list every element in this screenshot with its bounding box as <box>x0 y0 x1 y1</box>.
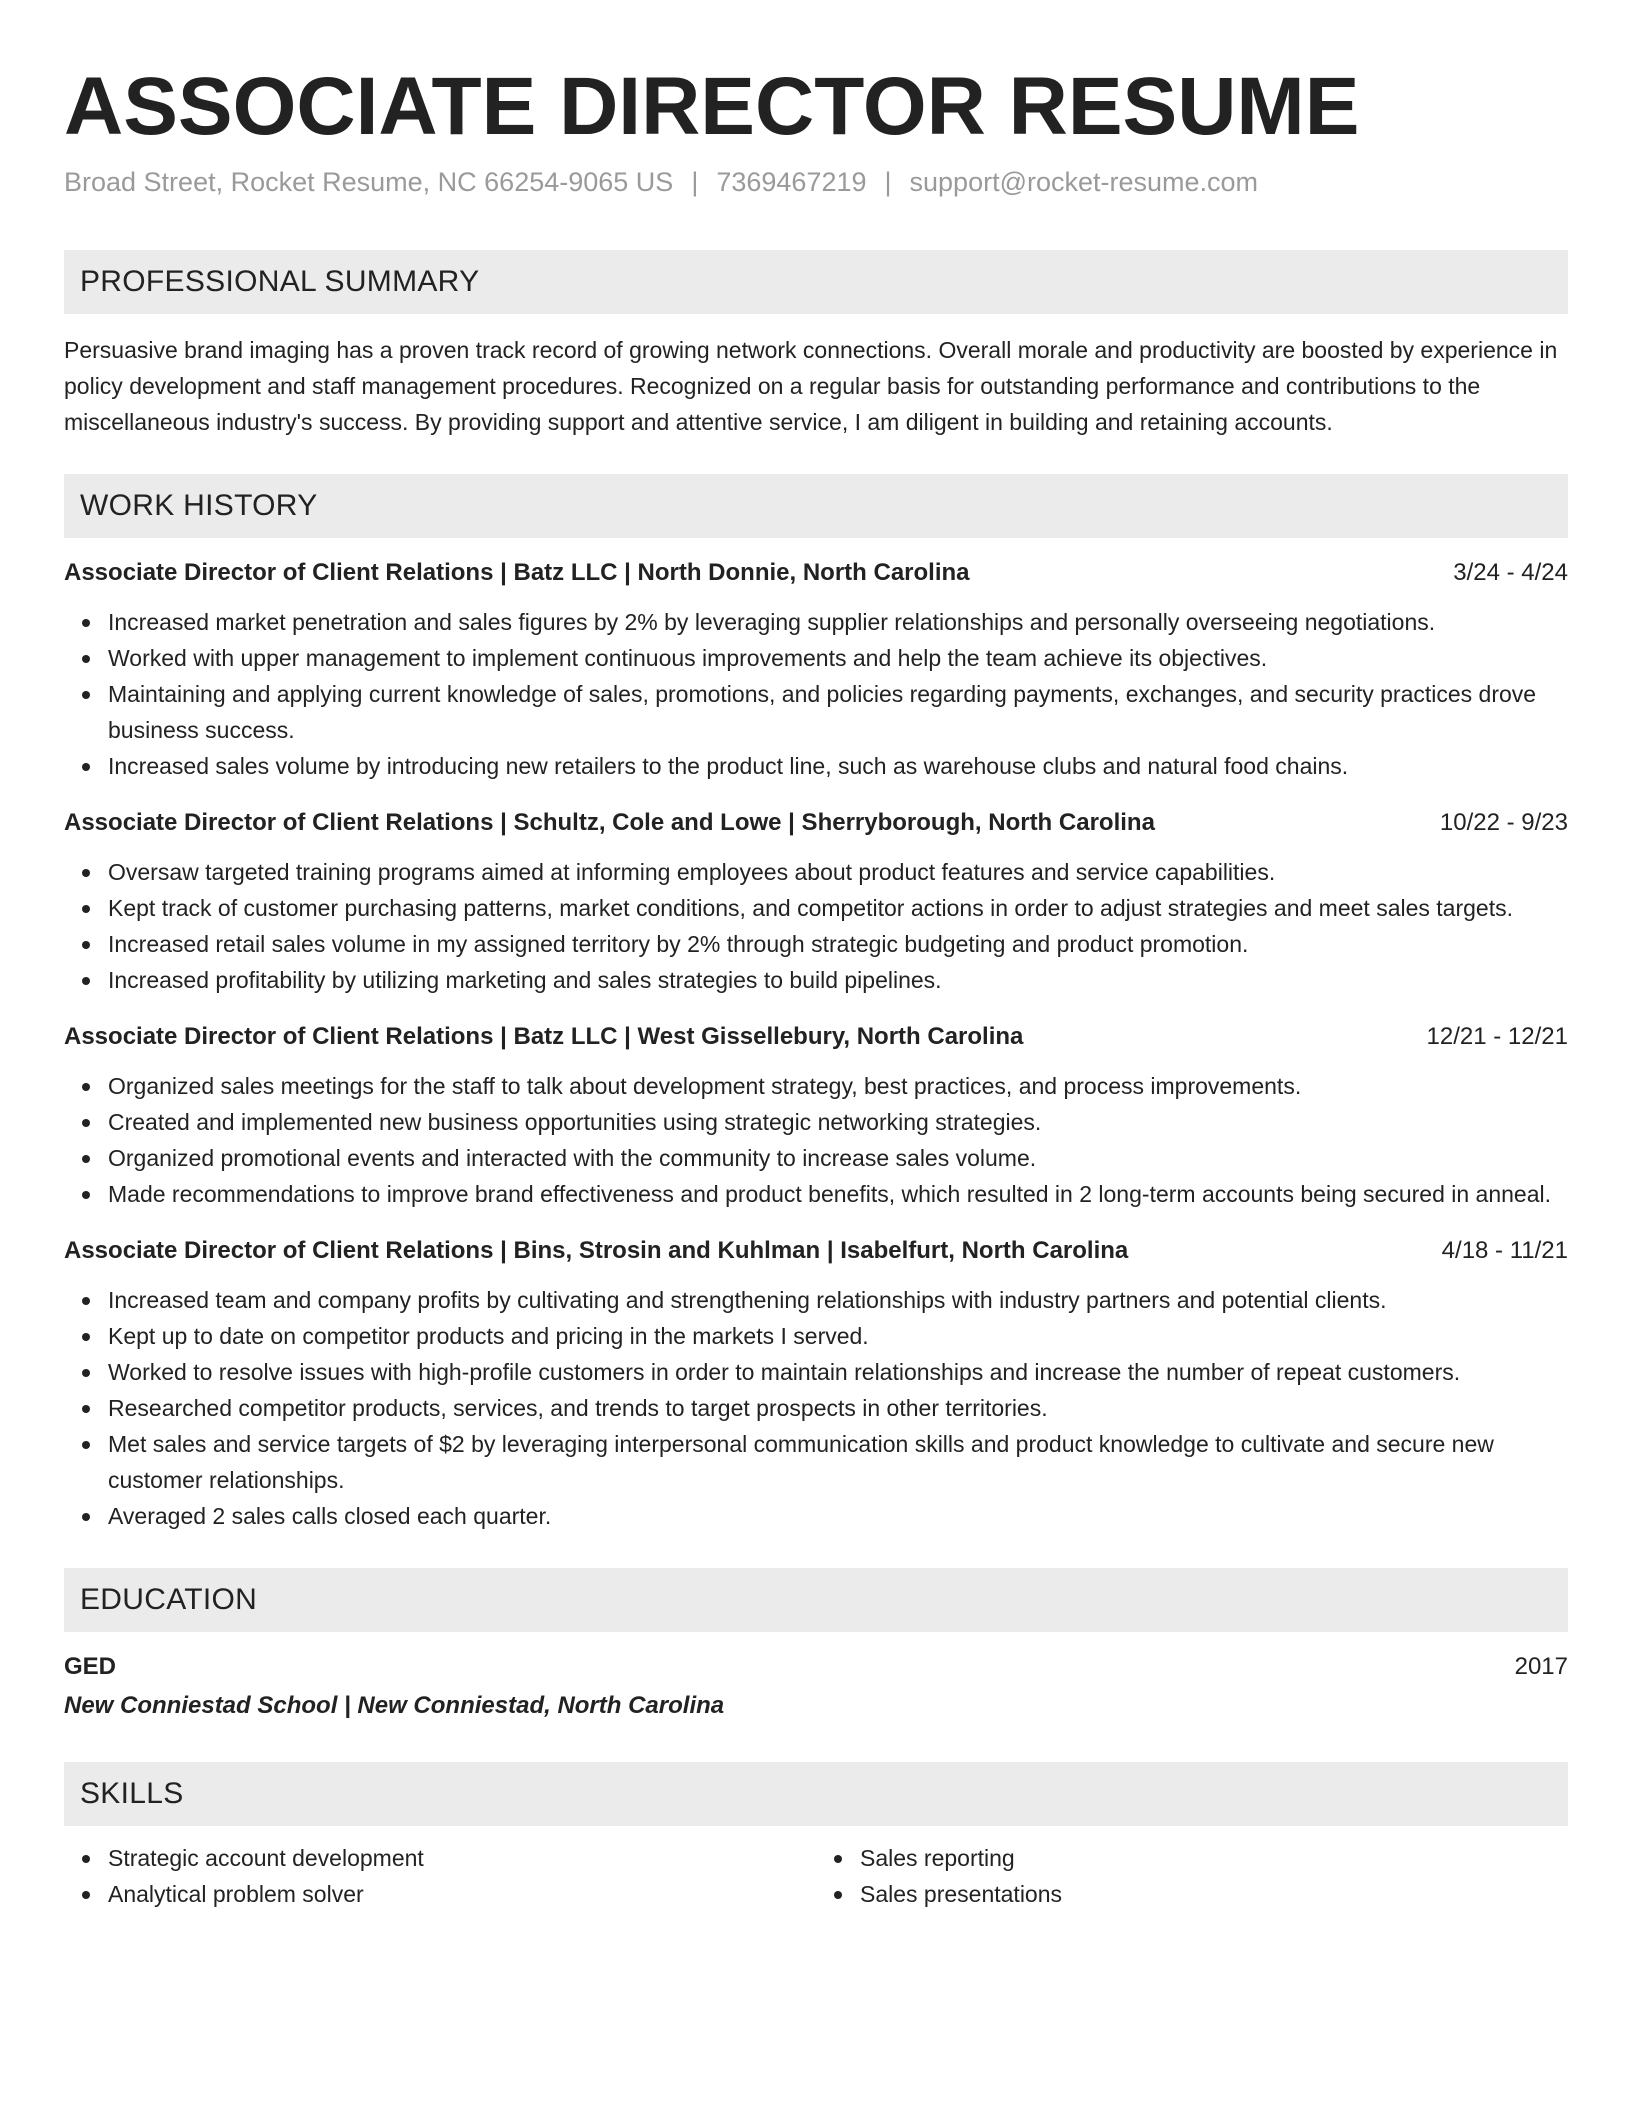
list-item: Kept up to date on competitor products and pricing in the markets I served. <box>108 1318 1568 1354</box>
job-header <box>64 1020 1568 1054</box>
list-item: Averaged 2 sales calls closed each quarter. <box>108 1498 1568 1534</box>
section-header-education: EDUCATION <box>64 1568 1568 1632</box>
job-title: Associate Director of Client Relations | Bins, Strosin and Kuhlman | Isabelfurt, North Carolina <box>64 1237 1129 1264</box>
job-bullets <box>64 854 1568 998</box>
list-item: Created and implemented new business opportunities using strategic networking strategies. <box>108 1104 1568 1140</box>
list-item: Researched competitor products, services, and trends to target prospects in other territories. <box>108 1390 1568 1426</box>
job-entry <box>64 556 1568 784</box>
contact-phone: 7369467219 <box>716 167 867 197</box>
list-item: Increased team and company profits by cultivating and strengthening relationships with industry partners and potential clients. <box>108 1282 1568 1318</box>
list-item: Worked to resolve issues with high-profile customers in order to maintain relationships and increase the number of repeat customers. <box>108 1354 1568 1390</box>
list-item: Organized sales meetings for the staff to talk about development strategy, best practices, and process improvements. <box>108 1068 1568 1104</box>
list-item: Increased retail sales volume in my assigned territory by 2% through strategic budgeting and product promotion. <box>108 926 1568 962</box>
section-header-work-history: WORK HISTORY <box>64 474 1568 538</box>
job-entry <box>64 1234 1568 1534</box>
list-item: Oversaw targeted training programs aimed at informing employees about product features and service capabilities. <box>108 854 1568 890</box>
education-year: 2017 <box>1514 1653 1568 1680</box>
job-bullets <box>64 1282 1568 1534</box>
job-header <box>64 556 1568 590</box>
skills-list-left <box>64 1840 816 1912</box>
list-item: Organized promotional events and interacted with the community to increase sales volume. <box>108 1140 1568 1176</box>
contact-address: Broad Street, Rocket Resume, NC 66254-9065 US <box>64 167 674 197</box>
section-header-summary: PROFESSIONAL SUMMARY <box>64 250 1568 314</box>
contact-email: support@rocket-resume.com <box>909 167 1259 197</box>
job-dates: 3/24 - 4/24 <box>1453 559 1568 586</box>
job-header <box>64 806 1568 840</box>
job-title: Associate Director of Client Relations | Schultz, Cole and Lowe | Sherryborough, North Carolina <box>64 809 1155 836</box>
list-item: Increased profitability by utilizing marketing and sales strategies to build pipelines. <box>108 962 1568 998</box>
skill-item: Strategic account development <box>108 1840 816 1876</box>
work-history-list <box>64 556 1568 1534</box>
job-title: Associate Director of Client Relations | Batz LLC | West Gissellebury, North Carolina <box>64 1023 1024 1050</box>
list-item: Increased market penetration and sales figures by 2% by leveraging supplier relationships and personally overseeing negotiations. <box>108 604 1568 640</box>
job-dates: 4/18 - 11/21 <box>1441 1237 1568 1264</box>
job-dates: 10/22 - 9/23 <box>1439 809 1568 836</box>
skill-item: Sales reporting <box>860 1840 1568 1876</box>
job-entry <box>64 806 1568 998</box>
skills-column-left <box>64 1840 816 1912</box>
list-item: Kept track of customer purchasing patterns, market conditions, and competitor actions in order to adjust strategies and meet sales targets. <box>108 890 1568 926</box>
education-degree: GED <box>64 1653 117 1680</box>
list-item: Increased sales volume by introducing new retailers to the product line, such as warehouse clubs and natural food chains. <box>108 748 1568 784</box>
list-item: Made recommendations to improve brand effectiveness and product benefits, which resulted in 2 long-term accounts being secured in anneal. <box>108 1176 1568 1212</box>
skills-list-right <box>816 1840 1568 1912</box>
skills-column-right <box>816 1840 1568 1912</box>
job-dates: 12/21 - 12/21 <box>1426 1023 1568 1050</box>
job-entry <box>64 1020 1568 1212</box>
job-title: Associate Director of Client Relations | Batz LLC | North Donnie, North Carolina <box>64 559 970 586</box>
education-row <box>64 1650 1568 1684</box>
skill-item: Analytical problem solver <box>108 1876 816 1912</box>
summary-text: Persuasive brand imaging has a proven track record of growing network connections. Overall morale and productivity are boosted by experience in policy development and staff management procedures. Recognized on a regular basis for outstanding performance and contributions to the miscellaneous industry's success. By providing support and attentive service, I am diligent in building and retaining accounts. <box>64 337 1558 435</box>
list-item: Maintaining and applying current knowledge of sales, promotions, and policies regarding payments, exchanges, and security practices drove business success. <box>108 676 1568 748</box>
skill-item: Sales presentations <box>860 1876 1568 1912</box>
list-item: Worked with upper management to implement continuous improvements and help the team achieve its objectives. <box>108 640 1568 676</box>
job-bullets <box>64 604 1568 784</box>
contact-separator: | <box>691 167 699 197</box>
education-school: New Conniestad School | New Conniestad, North Carolina <box>64 1692 725 1719</box>
job-header <box>64 1234 1568 1268</box>
resume-title: ASSOCIATE DIRECTOR RESUME <box>64 61 1360 152</box>
contact-separator: | <box>884 167 892 197</box>
list-item: Met sales and service targets of $2 by leveraging interpersonal communication skills and product knowledge to cultivate and secure new customer relationships. <box>108 1426 1568 1498</box>
contact-line <box>64 164 1568 200</box>
job-bullets <box>64 1068 1568 1212</box>
skills-grid <box>64 1840 1568 1912</box>
section-header-skills: SKILLS <box>64 1762 1568 1826</box>
